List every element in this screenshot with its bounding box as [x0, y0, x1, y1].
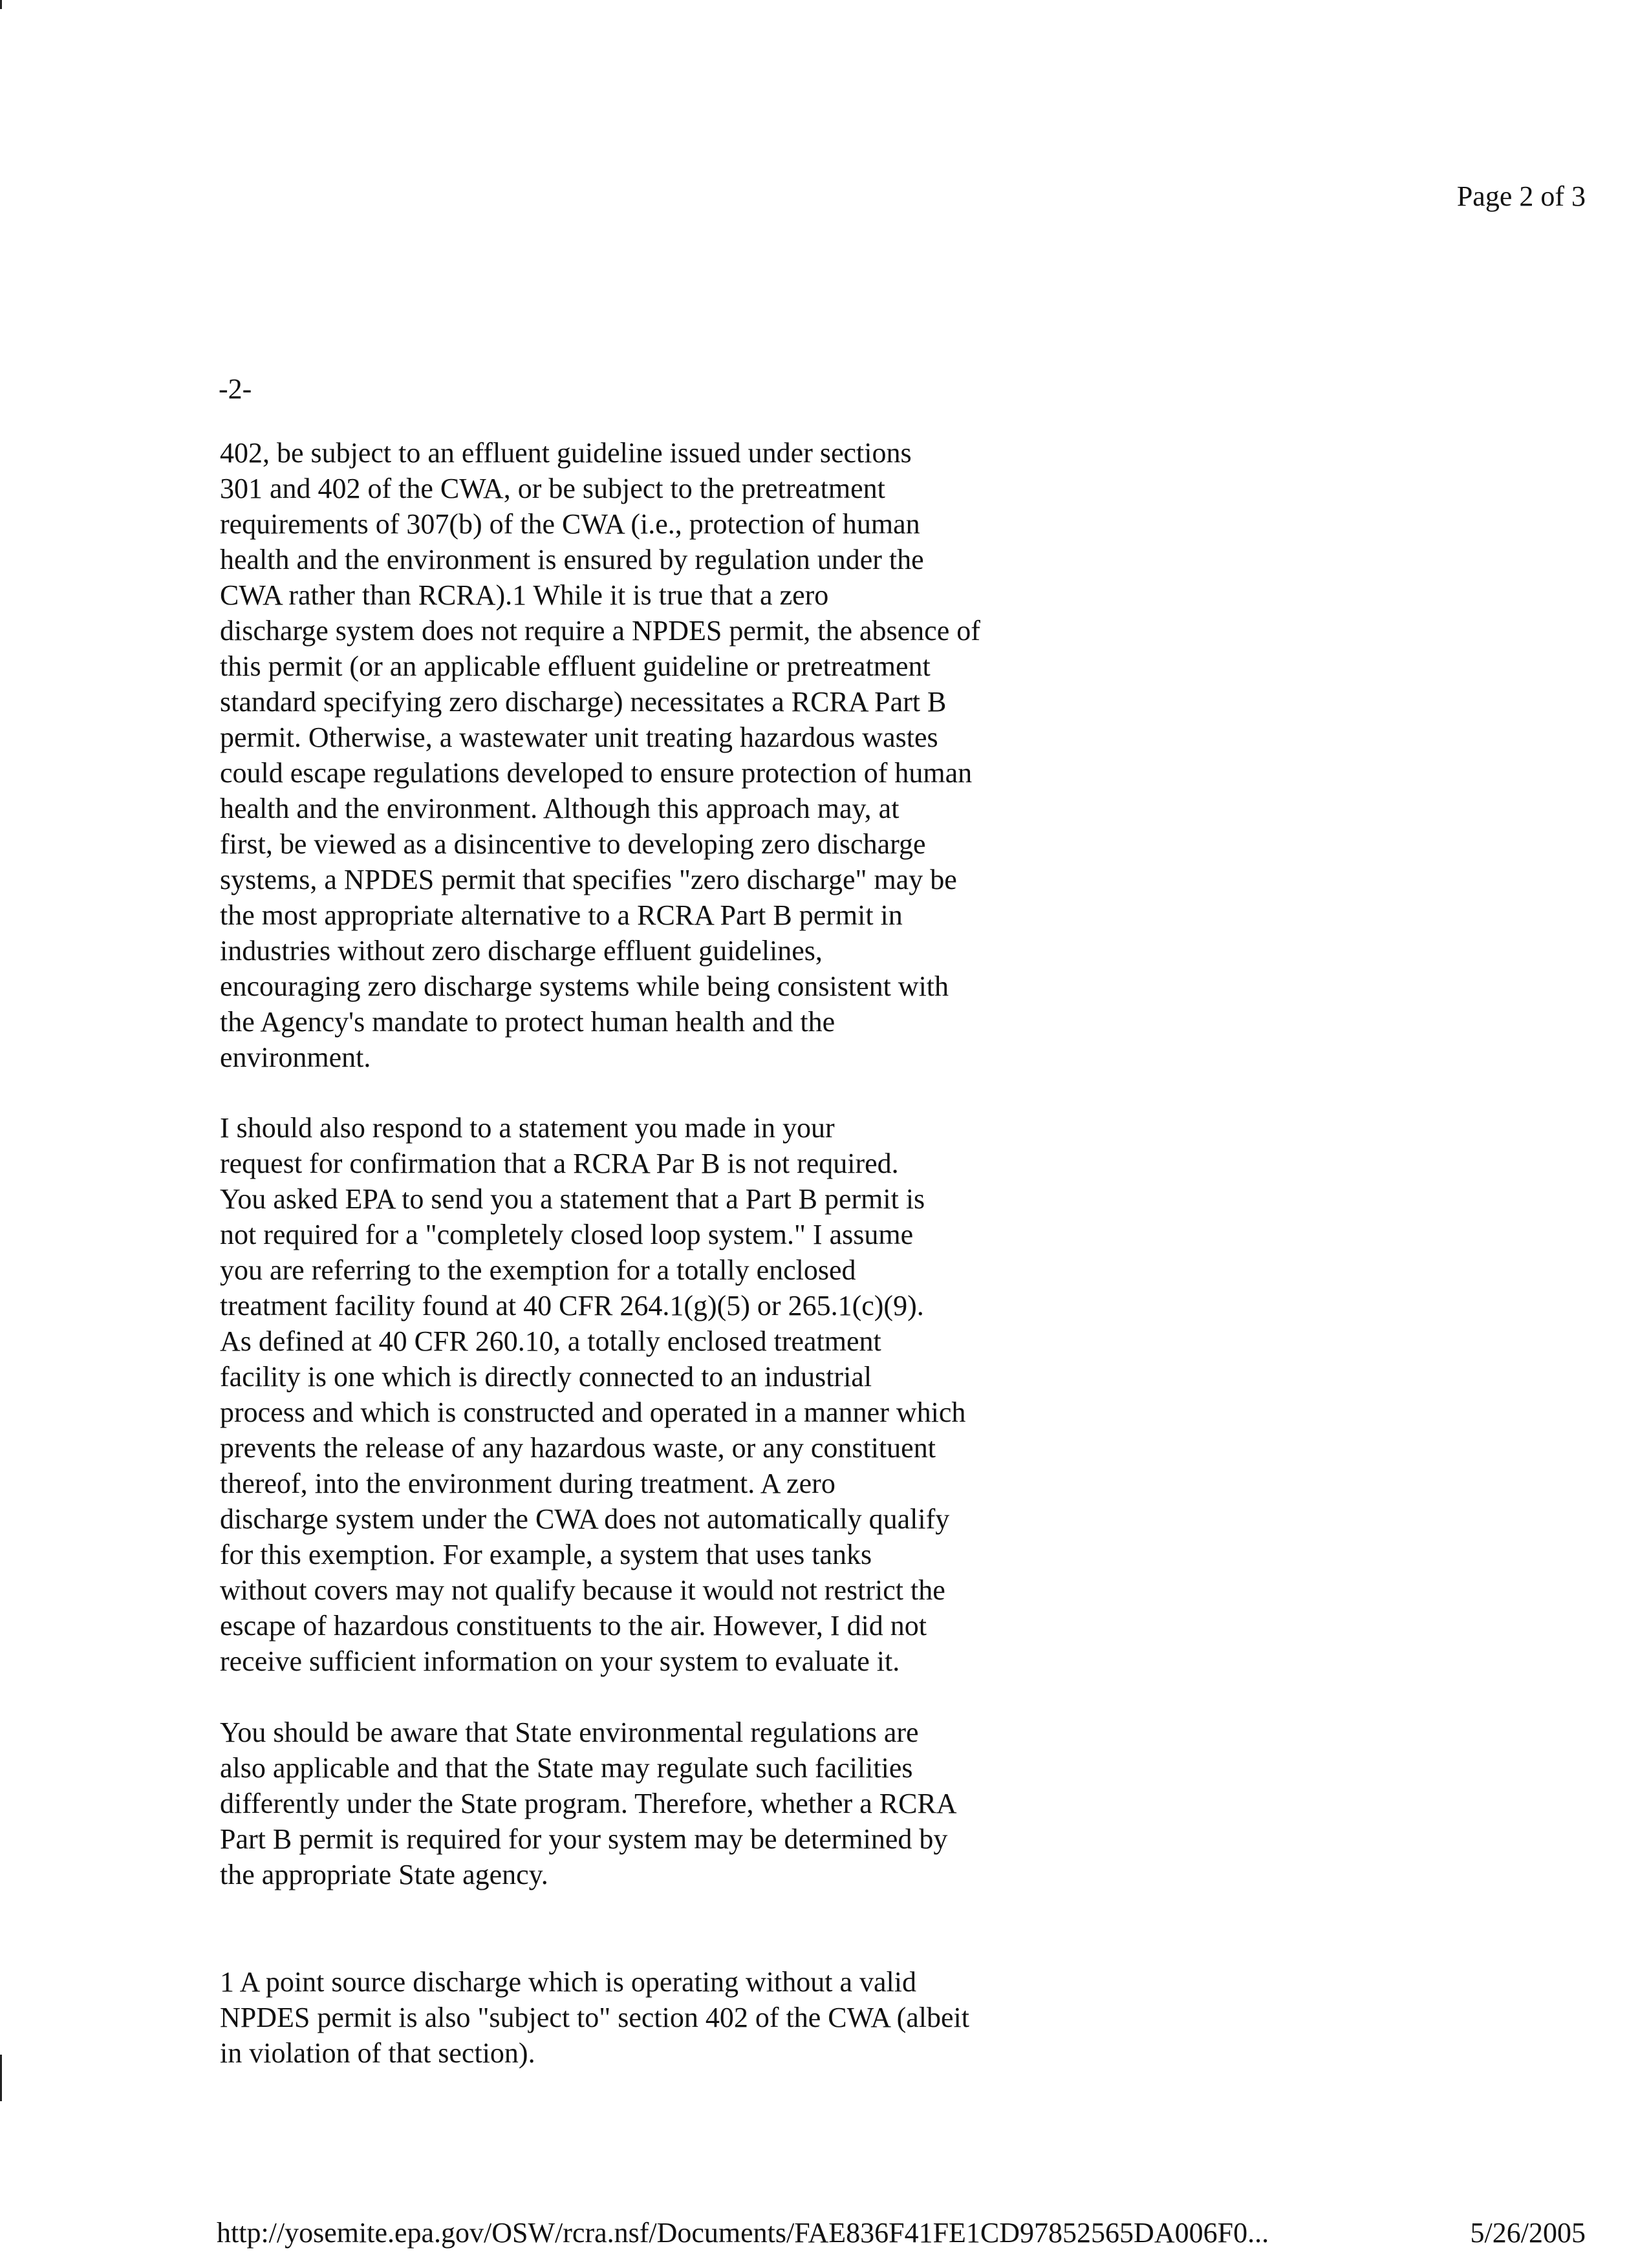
text-line: Part B permit is required for your system may be determined by: [220, 1823, 948, 1855]
text-line: thereof, into the environment during treatment. A zero: [220, 1468, 835, 1499]
footer-url: http://yosemite.epa.gov/OSW/rcra.nsf/Documents/FAE836F41FE1CD97852565DA006F0...: [217, 2217, 1269, 2249]
footnote-line: in violation of that section).: [220, 2037, 535, 2069]
text-line: industries without zero discharge effluent guidelines,: [220, 935, 823, 967]
text-line: request for confirmation that a RCRA Par B is not required.: [220, 1148, 899, 1179]
text-line: escape of hazardous constituents to the air. However, I did not: [220, 1610, 927, 1642]
text-line: not required for a "completely closed loop system." I assume: [220, 1219, 914, 1250]
text-line: I should also respond to a statement you made in your: [220, 1112, 835, 1144]
text-line: discharge system under the CWA does not automatically qualify: [220, 1503, 950, 1535]
text-line: 301 and 402 of the CWA, or be subject to the pretreatment: [220, 473, 885, 504]
scan-edge-mark-top: [0, 0, 2, 9]
text-line: discharge system does not require a NPDES permit, the absence of: [220, 615, 980, 647]
footer-date: 5/26/2005: [1470, 2217, 1586, 2249]
text-line: requirements of 307(b) of the CWA (i.e., protection of human: [220, 508, 920, 540]
text-line: also applicable and that the State may regulate such facilities: [220, 1752, 913, 1784]
text-line: the Agency's mandate to protect human health and the: [220, 1006, 835, 1038]
text-line: systems, a NPDES permit that specifies "zero discharge" may be: [220, 864, 957, 895]
text-line: health and the environment is ensured by regulation under the: [220, 544, 924, 575]
text-line: You asked EPA to send you a statement that a Part B permit is: [220, 1183, 925, 1215]
text-line: facility is one which is directly connected to an industrial: [220, 1361, 872, 1393]
page-label: Page 2 of 3: [1456, 180, 1586, 212]
footnote: [220, 1964, 1125, 2071]
text-line: without covers may not qualify because it would not restrict the: [220, 1574, 945, 1606]
text-line: receive sufficient information on your system to evaluate it.: [220, 1645, 900, 1677]
text-line: 402, be subject to an effluent guideline issued under sections: [220, 437, 912, 469]
text-line: treatment facility found at 40 CFR 264.1(g)(5) or 265.1(c)(9).: [220, 1290, 924, 1321]
text-line: the most appropriate alternative to a RCRA Part B permit in: [220, 899, 903, 931]
text-line: the appropriate State agency.: [220, 1859, 548, 1890]
text-line: CWA rather than RCRA).1 While it is true that a zero: [220, 579, 829, 611]
text-line: encouraging zero discharge systems while being consistent with: [220, 970, 949, 1002]
text-line: environment.: [220, 1042, 371, 1073]
text-line: prevents the release of any hazardous waste, or any constituent: [220, 1432, 936, 1464]
text-line: for this exemption. For example, a system that uses tanks: [220, 1539, 872, 1570]
text-line: you are referring to the exemption for a totally enclosed: [220, 1254, 856, 1286]
text-line: health and the environment. Although this approach may, at: [220, 793, 900, 824]
text-line: You should be aware that State environmental regulations are: [220, 1717, 919, 1748]
text-line: permit. Otherwise, a wastewater unit treating hazardous wastes: [220, 722, 938, 753]
footnote-line: NPDES permit is also "subject to" section 402 of the CWA (albeit: [220, 2002, 969, 2033]
scan-edge-mark-bottom: [0, 2055, 2, 2101]
text-line: could escape regulations developed to ensure protection of human: [220, 757, 973, 789]
paragraph-zero-discharge: [220, 435, 1125, 1075]
text-line: process and which is constructed and operated in a manner which: [220, 1396, 966, 1428]
footnote-line: 1 A point source discharge which is operating without a valid: [220, 1966, 916, 1998]
text-line: differently under the State program. Therefore, whether a RCRA: [220, 1788, 957, 1819]
text-line: standard specifying zero discharge) necessitates a RCRA Part B: [220, 686, 947, 718]
text-line: first, be viewed as a disincentive to developing zero discharge: [220, 828, 926, 860]
page-number-marker: -2-: [219, 373, 252, 405]
paragraph-closed-loop-exemption: [220, 1110, 1125, 1679]
paragraph-state-regulations: [220, 1715, 1125, 1892]
text-line: As defined at 40 CFR 260.10, a totally enclosed treatment: [220, 1325, 881, 1357]
text-line: this permit (or an applicable effluent guideline or pretreatment: [220, 650, 931, 682]
